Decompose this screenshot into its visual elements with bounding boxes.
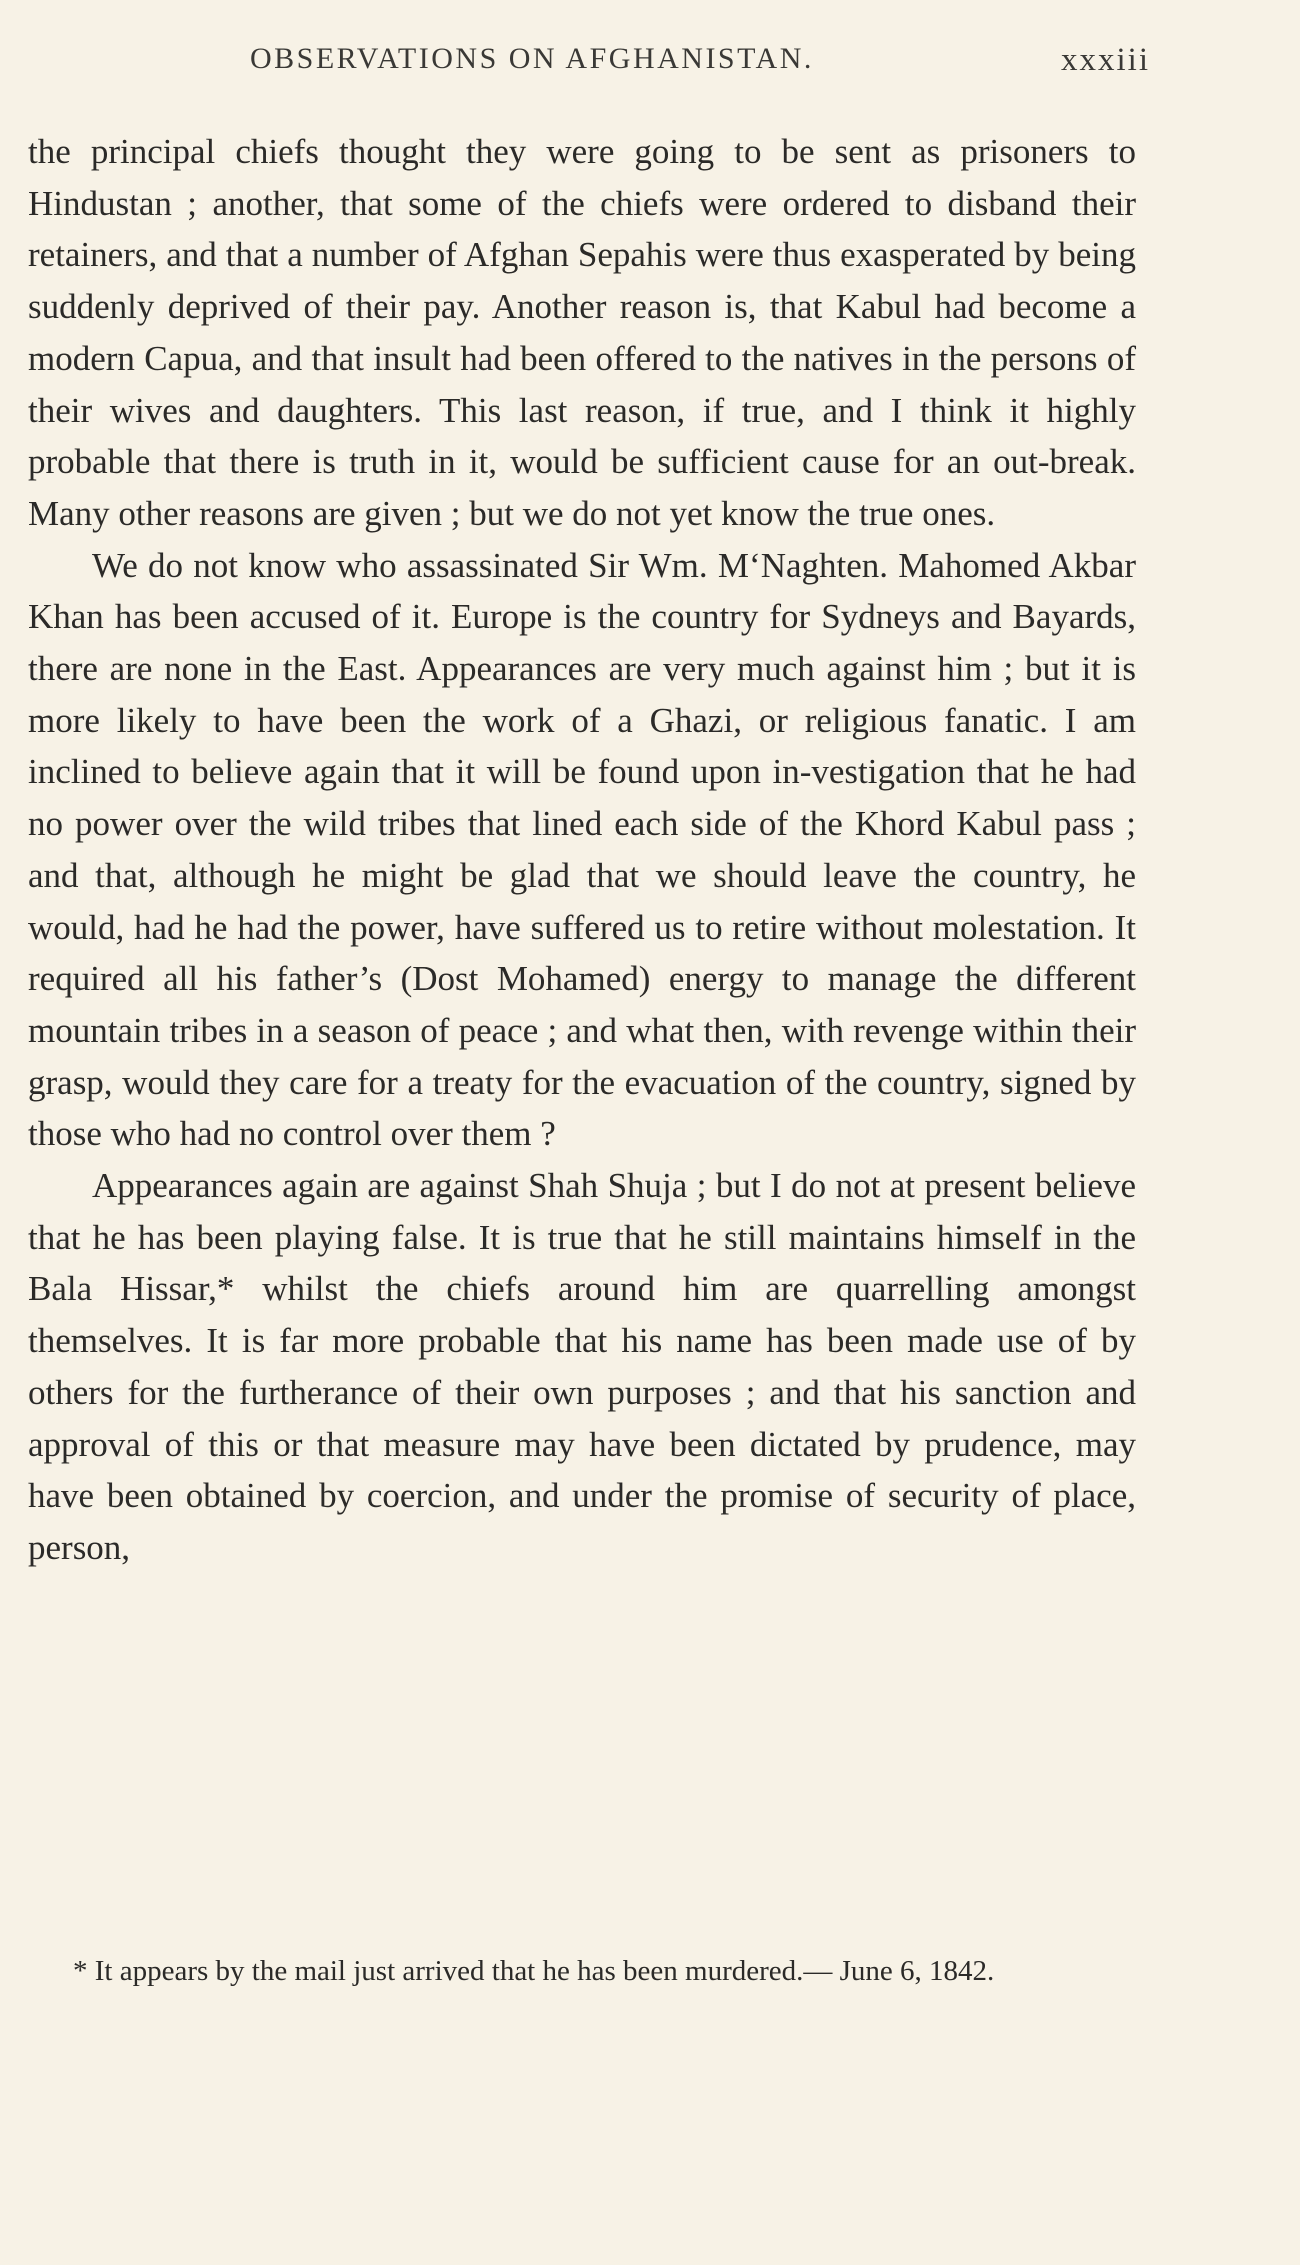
paragraph-2: We do not know who assassinated Sir Wm. M‘Naghten. Mahomed Akbar Khan has been accused of it. Europe is the country for Sydneys and Bayards, there are none in the East. Appearances are very much against him ; but it is more likely to have been the work of a Ghazi, or religious fanatic. I am inclined to believe again that it will be found upon in-vestigation that he had no power over the wild tribes that lined each side of the Khord Kabul pass ; and that, although he might be glad that we should leave the country, he would, had he had the power, have suffered us to retire without molestation. It required all his father’s (Dost Mohamed) energy to manage the different mountain tribes in a season of peace ; and what then, with revenge within their grasp, would they care for a treaty for the evacuation of the country, signed by those who had no control over them ? [28,545,1136,1154]
page-number: xxxiii [1060,42,1150,78]
paragraph-3: Appearances again are against Shah Shuja ; but I do not at present believe that he has been playing false. It is true that he still maintains himself in the Bala Hissar,* whilst the chiefs around him are quarrelling amongst themselves. It is far more probable that his name has been made use of by others for the furtherance of their own purposes ; and that his sanction and approval of this or that measure may have been dictated by prudence, may have been obtained by coercion, and under the promise of security of place, person, [28,1166,1136,1567]
body-text [28,126,1136,1574]
paragraph-1: the principal chiefs thought they were going to be sent as prisoners to Hindustan ; another, that some of the chiefs were ordered to disband their retainers, and that a number of Afghan Sepahis were thus exasperated by being suddenly deprived of their pay. Another reason is, that Kabul had become a modern Capua, and that insult had been offered to the natives in the persons of their wives and daughters. This last reason, if true, and I think it highly probable that there is truth in it, would be sufficient cause for an out-break. Many other reasons are given ; but we do not yet know the true ones. [28,132,1136,533]
page-header [250,42,1150,92]
running-title: OBSERVATIONS ON AFGHANISTAN. [250,42,814,75]
footnote: * It appears by the mail just arrived that he has been murdered.— June 6, 1842. [73,1955,995,1987]
